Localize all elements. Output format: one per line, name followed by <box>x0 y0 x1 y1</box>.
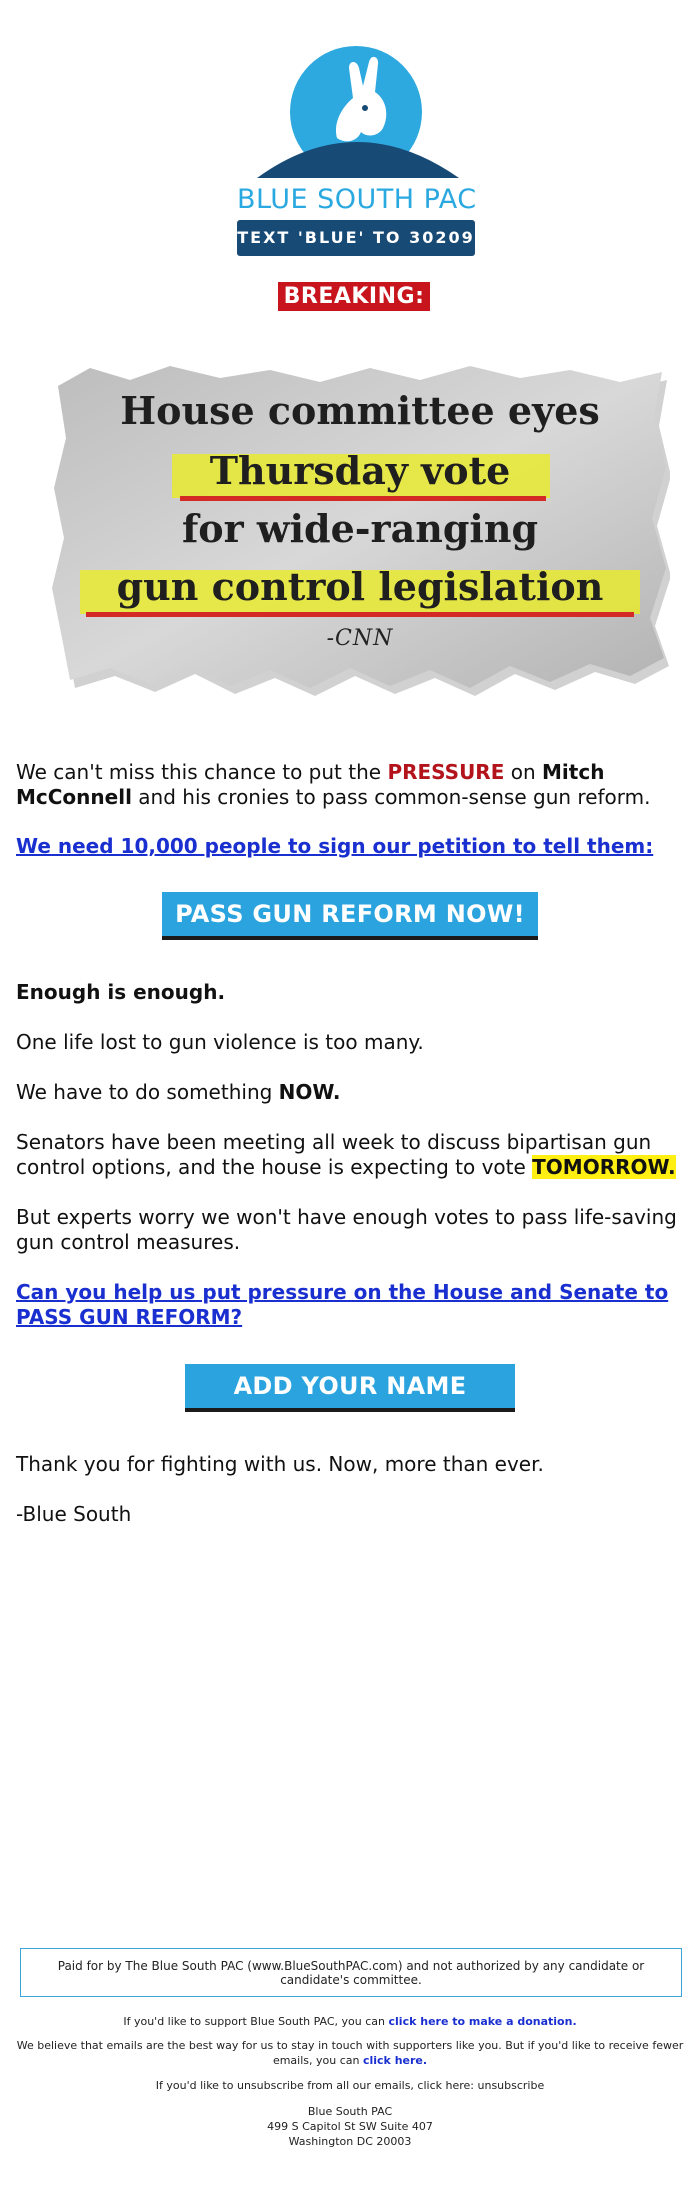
address-line-1: Blue South PAC <box>307 2105 393 2118</box>
logo-name: BLUE SOUTH PAC <box>237 184 477 215</box>
senators-text: Senators have been meeting all week to discuss bipartisan gun control options, and the house is expecting to vote <box>16 1130 652 1179</box>
help-paragraph <box>16 1280 684 1330</box>
enough-text: Enough is enough. <box>16 980 226 1004</box>
underline-thursday-vote <box>180 496 546 501</box>
intro-emphasis-pressure: PRESSURE <box>387 760 505 784</box>
petition-link[interactable]: We need 10,000 people to sign our petition to tell them: <box>16 834 654 858</box>
add-your-name-button[interactable]: ADD YOUR NAME <box>185 1364 515 1412</box>
headline-line-4: gun control legislation <box>116 564 604 609</box>
fewer-emails-link[interactable]: click here. <box>362 2054 428 2067</box>
unsubscribe-line[interactable]: If you'd like to unsubscribe from all our emails, click here: unsubscribe <box>155 2079 545 2092</box>
paid-for-text: Paid for by The Blue South PAC (www.BlueSouthPAC.com) and not authorized by any candidate or candidate's committee. <box>57 1959 645 1987</box>
fewer-emails-line <box>16 2038 684 2068</box>
do-something-text: We have to do something <box>16 1080 279 1104</box>
donation-link[interactable]: click here to make a donation. <box>388 2015 577 2028</box>
address-line-3: Washington DC 20003 <box>288 2135 412 2148</box>
headline-clipping <box>50 358 670 708</box>
support-text: If you'd like to support Blue South PAC, you can <box>123 2015 389 2028</box>
headline-line-2: Thursday vote <box>209 448 511 493</box>
breaking-label: BREAKING: <box>278 282 430 311</box>
intro-text-2: on <box>504 760 543 784</box>
one-life-text: One life lost to gun violence is too many. <box>16 1030 424 1054</box>
do-something-paragraph <box>16 1080 684 1105</box>
petition-paragraph <box>16 834 684 859</box>
thanks-text: Thank you for fighting with us. Now, more than ever. <box>16 1452 544 1476</box>
address-line-2: 499 S Capitol St SW Suite 407 <box>267 2120 433 2133</box>
intro-text-3: and his cronies to pass common-sense gun reform. <box>131 785 651 809</box>
donkey-logo-icon <box>237 46 475 186</box>
headline-line-1: House committee eyes <box>120 388 600 433</box>
help-link[interactable]: Can you help us put pressure on the House and Senate to PASS GUN REFORM? <box>16 1280 669 1329</box>
logo <box>237 46 475 256</box>
intro-name: Mitch McConnell <box>16 760 605 809</box>
fewer-emails-text: We believe that emails are the best way for us to stay in touch with supporters like you. But if you'd like to receive fewer emails, you can <box>16 2039 684 2067</box>
intro-text-1: We can't miss this chance to put the <box>16 760 388 784</box>
do-something-emphasis: NOW. <box>278 1080 341 1104</box>
paid-for-box <box>20 1948 682 1997</box>
headline-credit: -CNN <box>326 626 394 651</box>
support-line <box>16 2014 684 2029</box>
headline-line-3: for wide-ranging <box>181 506 539 551</box>
senators-paragraph <box>16 1130 684 1180</box>
mailing-address <box>16 2104 684 2149</box>
tomorrow-highlight: TOMORROW. <box>532 1155 676 1179</box>
experts-text: But experts worry we won't have enough votes to pass life-saving gun control measures. <box>16 1205 677 1254</box>
text-to-join-banner: TEXT 'BLUE' TO 30209 <box>237 220 475 256</box>
intro-paragraph <box>16 760 684 810</box>
pass-gun-reform-button[interactable]: PASS GUN REFORM NOW! <box>162 892 538 940</box>
signoff-text: -Blue South <box>16 1502 132 1526</box>
underline-gun-control <box>86 612 634 617</box>
